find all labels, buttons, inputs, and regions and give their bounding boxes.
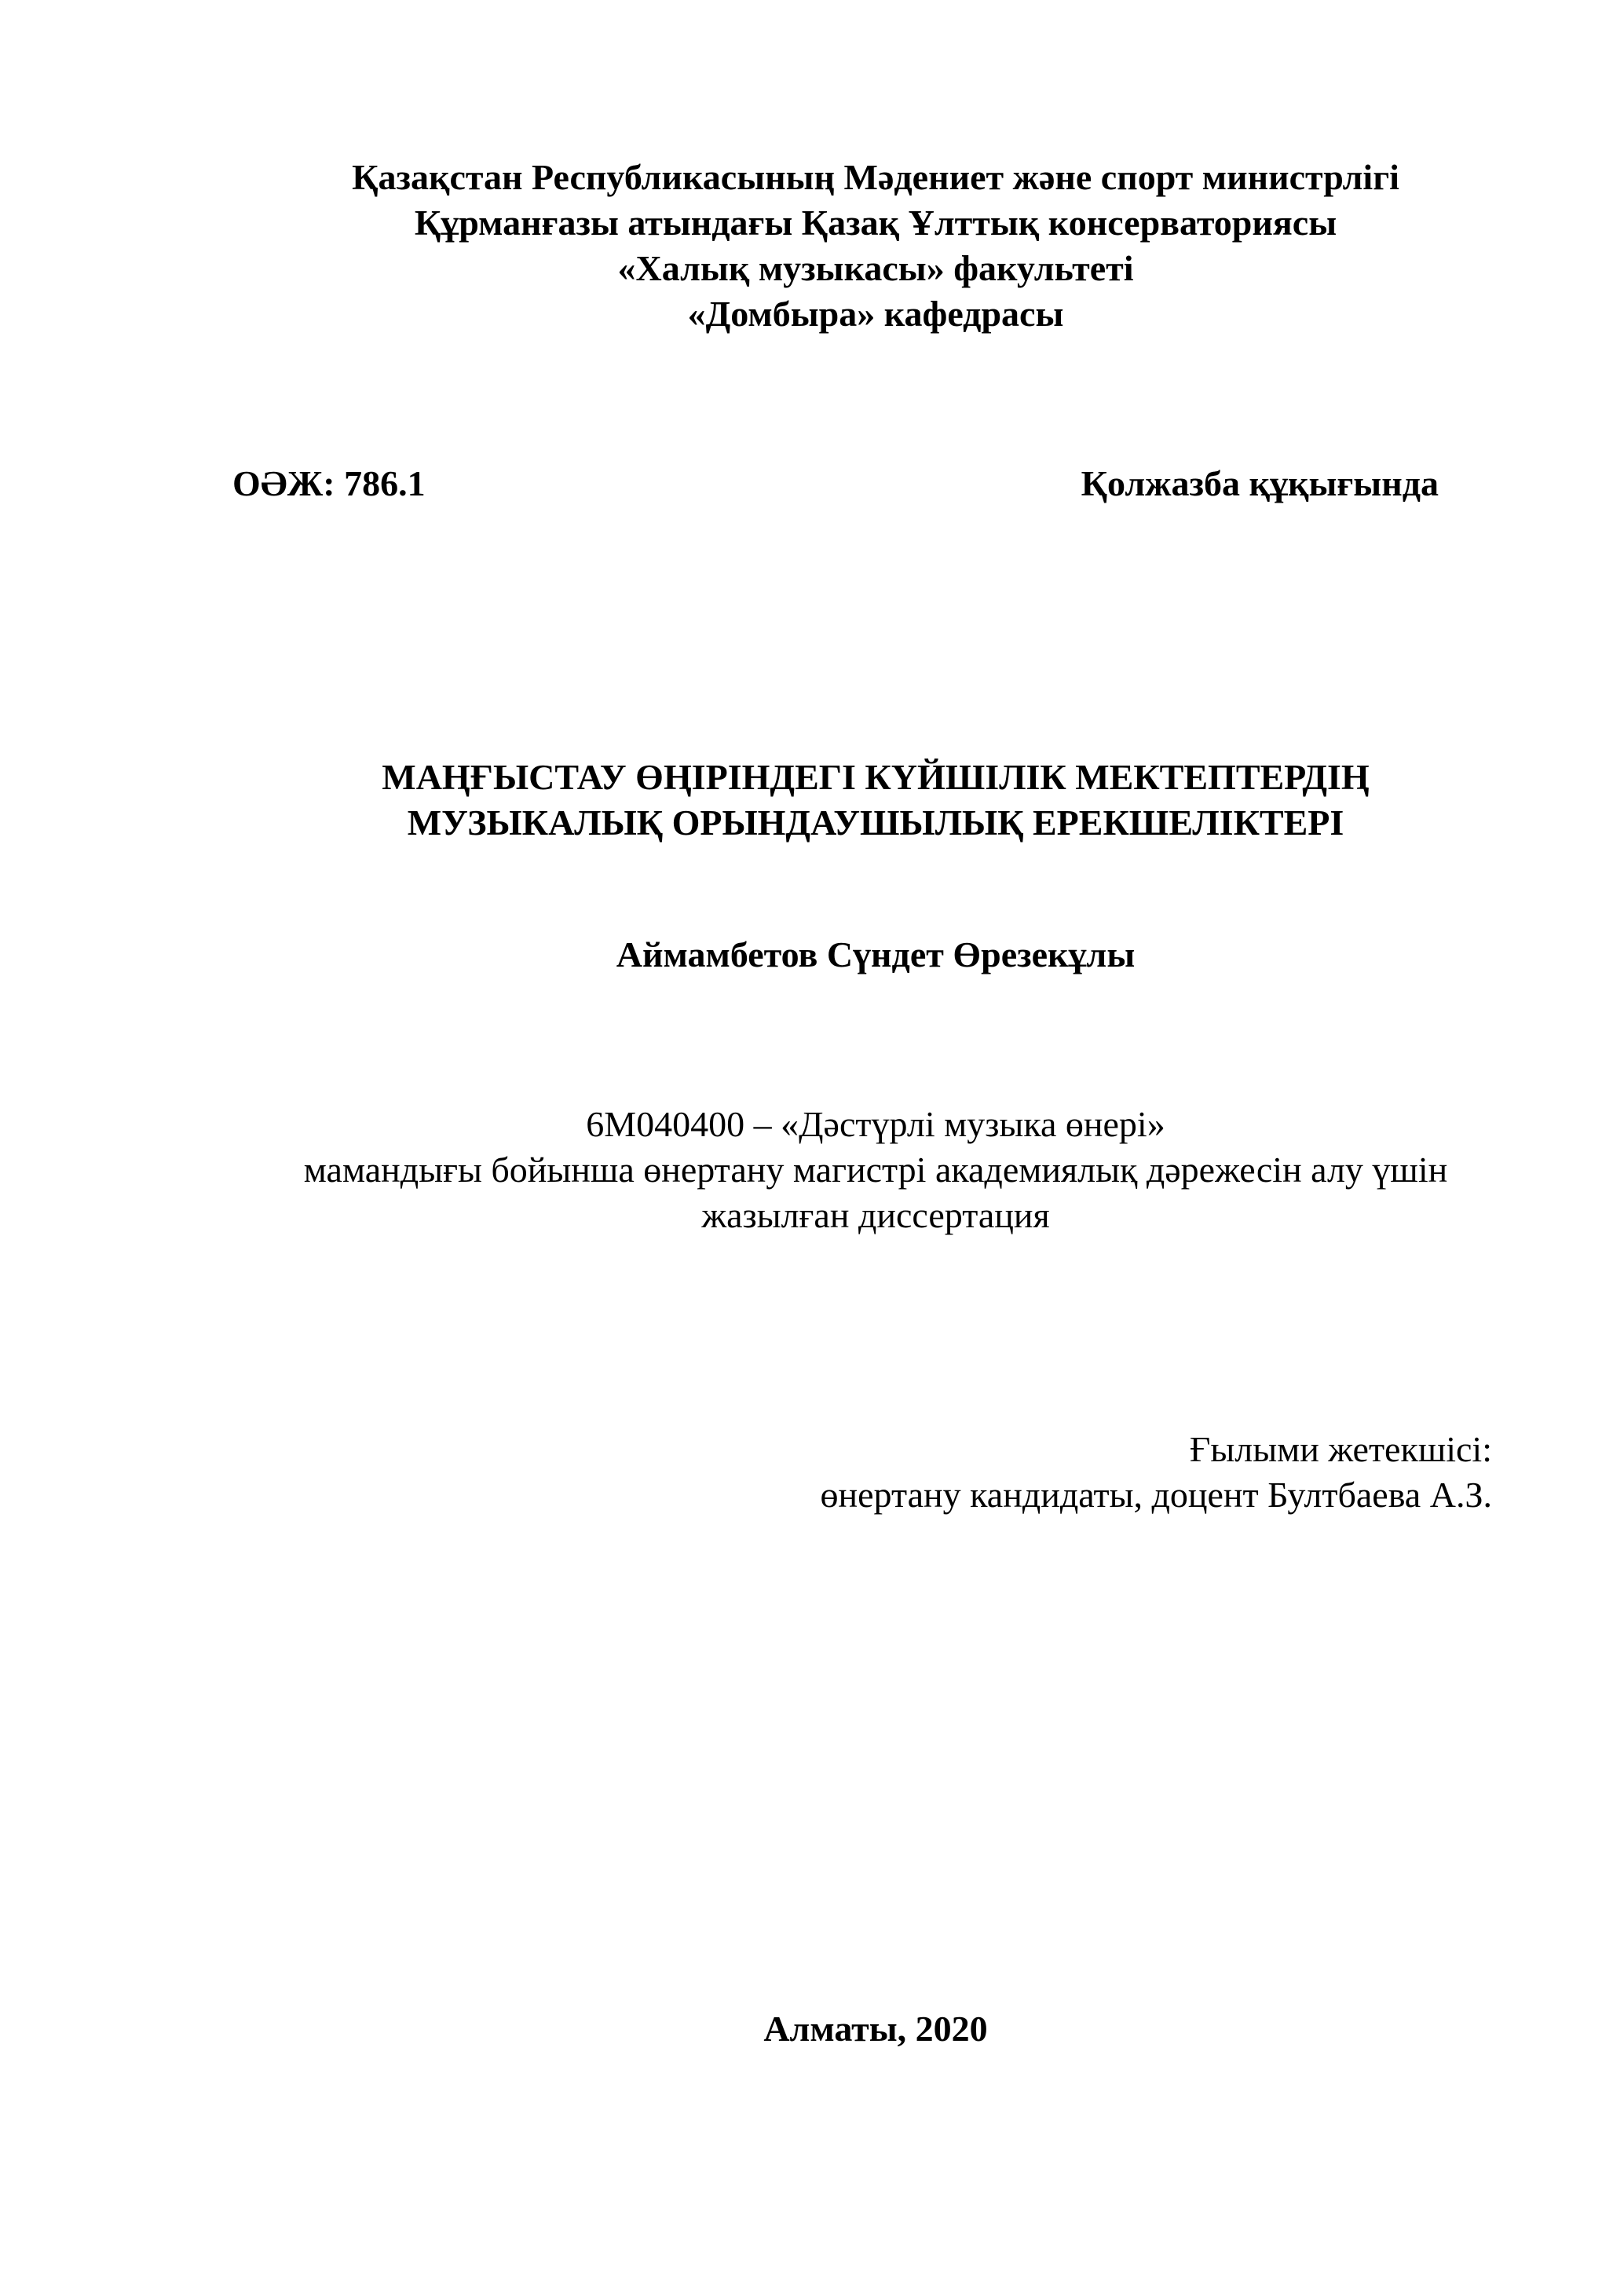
degree-description: мамандығы бойынша өнертану магистрі академиялық дәрежесін алу үшін bbox=[303, 1150, 1448, 1190]
author-name: Аймамбетов Сүндет Өрезекұлы bbox=[616, 934, 1136, 974]
department-name: «Домбыра» кафедрасы bbox=[687, 294, 1064, 334]
thesis-title-line2: МУЗЫКАЛЫҚ ОРЫНДАУШЫЛЫҚ ЕРЕКШЕЛІКТЕРІ bbox=[407, 803, 1344, 843]
udc-code: ОӘЖ: 786.1 bbox=[232, 463, 426, 503]
faculty-name: «Халық музыкасы» факультеті bbox=[617, 248, 1134, 288]
degree-specialty: 6М040400 – «Дәстүрлі музыка өнері» bbox=[586, 1104, 1165, 1144]
manuscript-rights: Қолжазба құқығында bbox=[1081, 463, 1439, 503]
place-year: Алматы, 2020 bbox=[763, 2009, 988, 2049]
ministry-name: Қазақстан Республикасының Мәдениет және спорт министрлігі bbox=[352, 157, 1399, 197]
institution-name: Құрманғазы атындағы Қазақ Ұлттық консерваториясы bbox=[414, 203, 1337, 243]
supervisor-label: Ғылыми жетекшісі: bbox=[1189, 1429, 1492, 1469]
degree-dissertation: жазылған диссертация bbox=[701, 1195, 1050, 1235]
thesis-title-line1: МАҢҒЫСТАУ ӨҢІРІНДЕГІ КҮЙШІЛІК МЕКТЕПТЕРДІҢ bbox=[382, 757, 1370, 797]
supervisor-name: өнертану кандидаты, доцент Бултбаева А.З. bbox=[820, 1475, 1492, 1515]
